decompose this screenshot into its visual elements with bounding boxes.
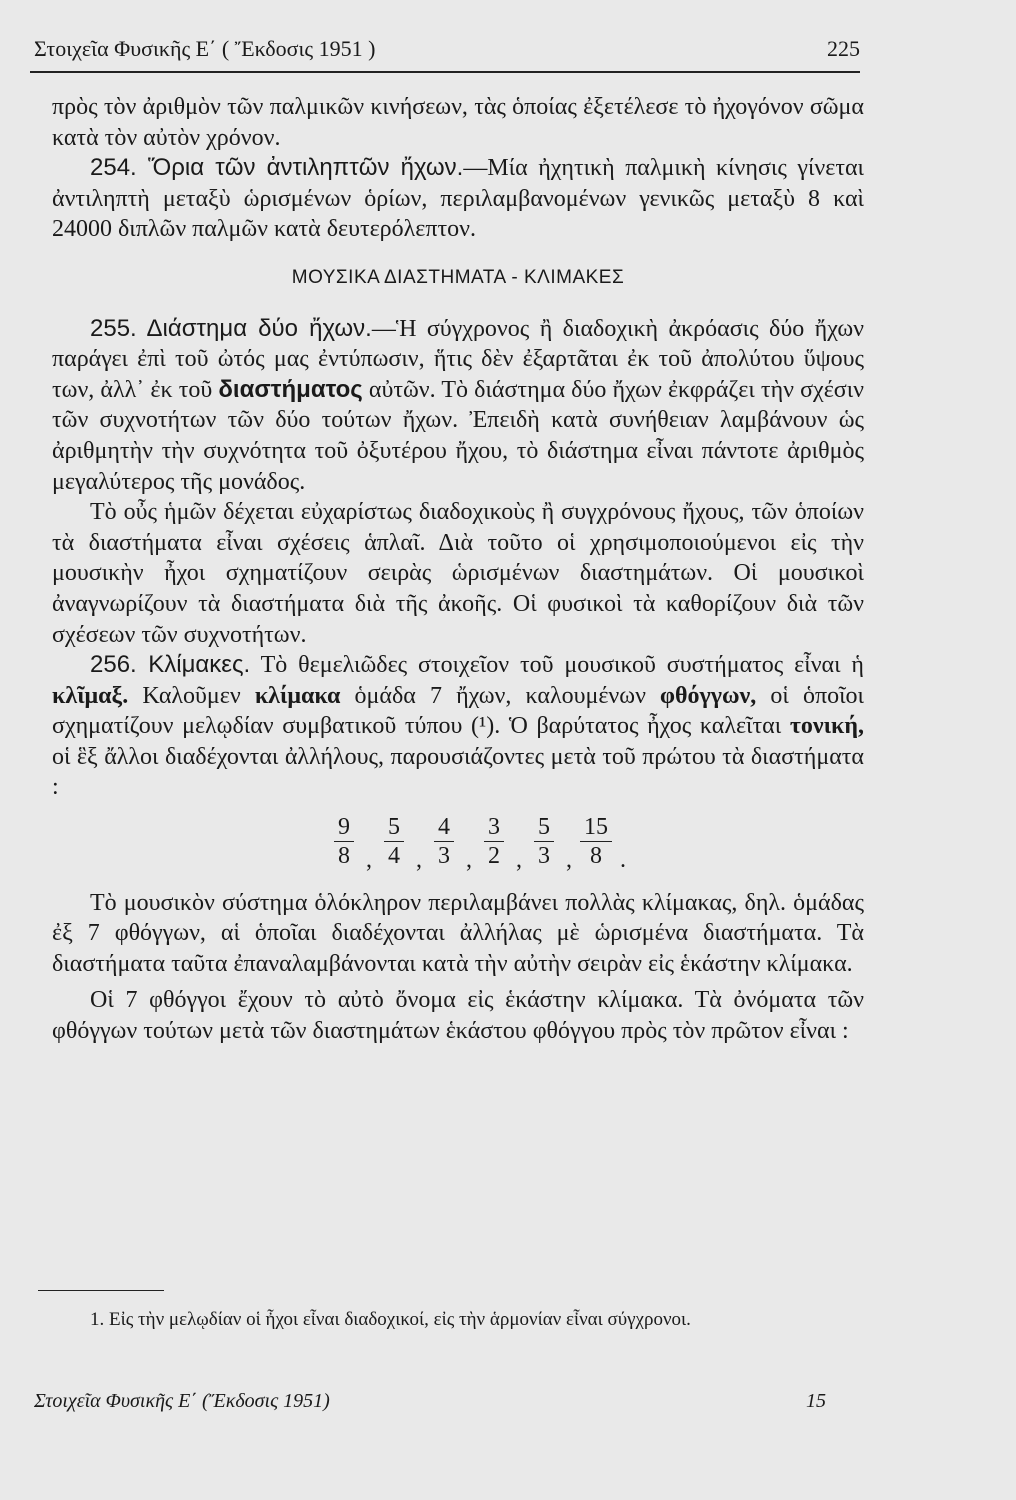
header-title: Στοιχεῖα Φυσικῆς Ε΄ ( Ἔκδοσις 1951 ) xyxy=(34,36,376,61)
continuation-paragraph: πρὸς τὸν ἀριθμὸν τῶν παλμικῶν κινήσεων, τὰς ὁποίας ἐξετέλεσε τὸ ἠχογόνον σῶμα κατὰ τὸν αὐτὸν χρόνον. xyxy=(52,94,864,151)
term-klimax: κλῖμαξ. xyxy=(52,682,129,709)
fraction xyxy=(530,813,558,870)
fraction-numerator: 5 xyxy=(384,813,404,842)
fraction-denominator: 8 xyxy=(590,843,602,870)
fraction xyxy=(380,813,408,870)
fraction-denominator: 3 xyxy=(538,843,550,870)
section-256-text-f: οἱ ἓξ ἄλλοι διαδέχονται ἀλλήλους, παρουσιάζοντες μετὰ τοῦ πρώτου τὰ διαστήματα : xyxy=(52,743,864,801)
footnote xyxy=(52,1305,864,1335)
running-header xyxy=(34,36,860,62)
section-256-text-c: Καλοῦμεν xyxy=(142,682,241,709)
section-254 xyxy=(52,153,864,245)
term-klimaka: κλίμακα xyxy=(254,682,341,709)
signature-title: Στοιχεῖα Φυσικῆς Ε΄ (Ἔκδοσις 1951) xyxy=(34,1390,330,1412)
fraction-denominator: 3 xyxy=(438,843,450,870)
header-rule xyxy=(30,71,860,73)
section-255-bold-term: διαστήματος xyxy=(218,375,363,403)
fraction-denominator: 4 xyxy=(388,843,400,870)
ear-paragraph: Τὸ οὖς ἡμῶν δέχεται εὐχαρίστως διαδοχικοὺς ἢ συγχρόνους ἤχους, τῶν ὁποίων τὰ διαστήματα εἶναι σχέσεις ἁπλαῖ. Διὰ τοῦτο οἱ χρησιμοποιούμενοι εἰς τὴν μουσικὴν ἦχοι σχηματίζουν σειρὰς ὡρισμένων διαστημάτων. Οἱ μουσικοὶ ἀναγνωρίζουν τὰ διαστήματα διὰ τῆς ἀκοῆς. Οἱ φυσικοὶ τὰ καθορίζουν διὰ τῶν σχέσεων τῶν συχνοτήτων. xyxy=(52,499,864,648)
footnote-rule xyxy=(38,1290,164,1291)
section-255-text-b: αὐτῶν. Τὸ διάστημα δύο ἤχων ἐκφράζει τὴν σχέσιν τῶν συχνοτήτων τῶν δύο τούτων ἤχων. Ἐπειδὴ κατὰ συνήθειαν λαμβάνουν ὡς ἀριθμητὴν τὴν συχνότητα τοῦ ὀξυτέρου ἤχου, τὸ διάστημα εἶναι πάντοτε ἀριθμὸς μεγαλύτερος τῆς μονάδος. xyxy=(52,376,865,495)
fraction-numerator: 9 xyxy=(334,813,354,842)
section-255-text-a: —Ἡ σύγχρονος ἢ διαδοχικὴ ἀκρόασις δύο ἤχων παράγει ἐπὶ τοῦ ὠτός μας ἐντύπωσιν, ἥτις δὲν ἐξαρτᾶται ἐκ τοῦ ἀπολύτου ὕψους των, ἀλλ᾽ ἐκ τοῦ xyxy=(52,315,865,403)
fraction-numerator: 3 xyxy=(484,813,504,842)
names-paragraph: Οἱ 7 φθόγγοι ἔχουν τὸ αὐτὸ ὄνομα εἰς ἑκάστην κλίμακα. Τὰ ὀνόματα τῶν φθόγγων τούτων μετὰ τῶν διαστημάτων ἑκάστου φθόγγου πρὸς τὸν πρῶτον εἶναι : xyxy=(52,987,864,1045)
section-256-text-d: ὁμάδα 7 ἤχων, καλουμένων xyxy=(354,682,646,709)
footnote-text: 1. Εἰς τὴν μελῳδίαν οἱ ἦχοι εἶναι διαδοχικοί, εἰς τὴν ἁρμονίαν εἶναι σύγχρονοι. xyxy=(90,1309,691,1330)
fraction-denominator: 8 xyxy=(338,843,350,870)
fraction xyxy=(580,813,612,870)
section-254-text: —Μία ἠχητικὴ παλμικὴ κίνησις γίνεται ἀντιληπτὴ μεταξὺ ὡρισμένων ὁρίων, περιλαμβανομένων γενικῶς μεταξὺ 8 καὶ 24000 διπλῶν παλμῶν κατὰ δευτερόλεπτον. xyxy=(52,155,864,243)
section-255 xyxy=(52,314,864,498)
page-number: 225 xyxy=(827,36,860,61)
section-256-text-a: Τὸ θεμελιῶδες στοιχεῖον τοῦ μουσικοῦ συστήματος εἶναι ἡ xyxy=(260,652,864,679)
section-256-title: 256. Κλίμακες. xyxy=(90,651,251,679)
main-text xyxy=(52,92,864,1047)
section-heading: ΜΟΥΣΙΚΑ ΔΙΑΣΤΗΜΑΤΑ - ΚΛΙΜΑΚΕΣ xyxy=(291,266,625,288)
fraction-denominator: 2 xyxy=(488,843,500,870)
fraction-numerator: 4 xyxy=(434,813,454,842)
fraction-numerator: 15 xyxy=(580,813,612,842)
system-paragraph: Τὸ μουσικὸν σύστημα ὁλόκληρον περιλαμβάνει πολλὰς κλίμακας, δηλ. ὁμάδας ἐξ 7 φθόγγων, αἱ ὁποῖαι διαδέχονται ἀλλήλας μὲ ὡρισμένα διαστήματα. Τὰ διαστήματα ταῦτα ἐπαναλαμβάνονται κατὰ τὴν αὐτὴν σειρὰν εἰς ἑκάστην κλίμακα. xyxy=(52,889,864,977)
section-254-title: 254. Ὅρια τῶν ἀντιληπτῶν ἤχων. xyxy=(90,154,464,182)
section-256-text-e: οἱ ὁποῖοι σχηματίζουν μελῳδίαν συμβατικοῦ τύπου (¹). Ὁ βαρύτατος ἦχος καλεῖται xyxy=(52,682,864,740)
section-256 xyxy=(52,650,864,803)
fraction xyxy=(330,813,358,870)
fraction-numerator: 5 xyxy=(534,813,554,842)
signature-line xyxy=(34,1390,826,1413)
section-255-title: 255. Διάστημα δύο ἤχων. xyxy=(90,314,372,342)
fraction xyxy=(480,813,508,870)
fraction xyxy=(430,813,458,870)
term-fthongoi: φθόγγων, xyxy=(660,682,757,709)
term-toniki: τονική, xyxy=(789,713,865,740)
interval-fractions: $\frac{9}{8}$ , $\frac{5}{4}$ , $\frac{4}{3}$ , $\frac{3}{2}$ , $\frac{5}{3}$ , $\frac{15}{8}$ . xyxy=(92,813,864,876)
signature-number: 15 xyxy=(806,1390,826,1412)
